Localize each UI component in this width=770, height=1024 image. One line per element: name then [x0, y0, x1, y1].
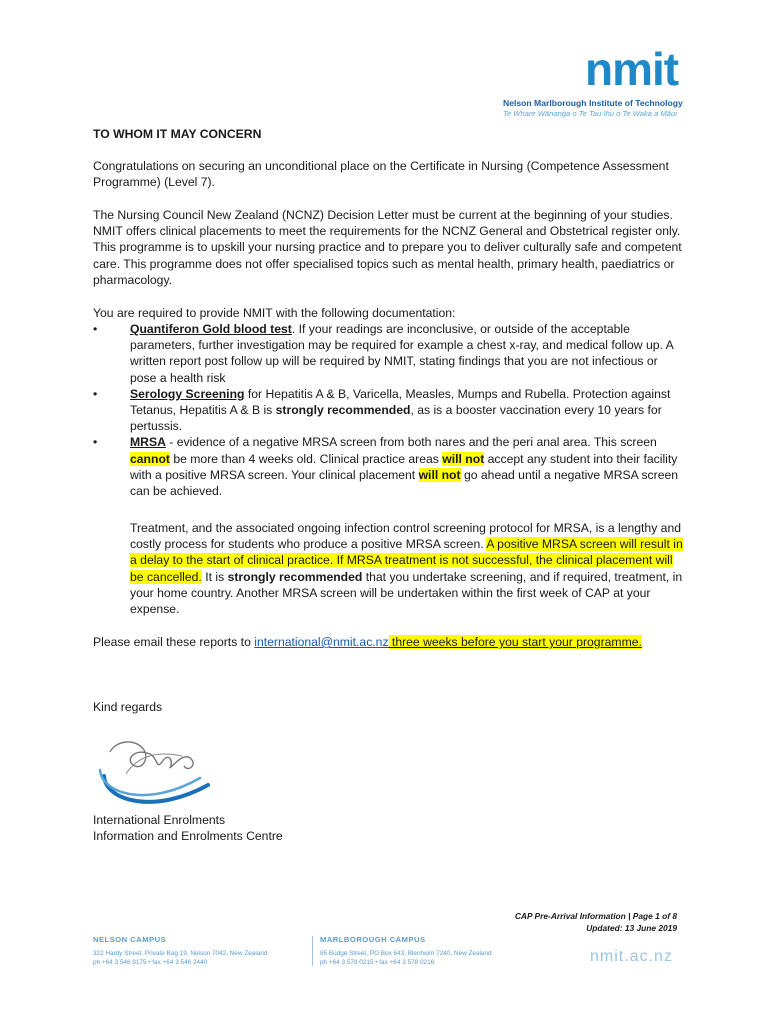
- item-text: . If your readings are inconclusive, or outside of the acceptable parameters, further investigation may be required for example a chest x-ray, and medical follow up. A written report post follow up will be required by NMIT, stating findings that you are not infectious or pose a health risk: [130, 322, 674, 385]
- highlight-cannot: cannot: [130, 451, 170, 466]
- closing: Kind regards: [93, 700, 163, 714]
- footer-url[interactable]: nmit.ac.nz: [590, 948, 673, 965]
- item-title-mrsa: MRSA: [130, 435, 166, 450]
- item-title-serology: Serology Screening: [130, 386, 245, 401]
- paragraph-ncnz: The Nursing Council New Zealand (NCNZ) Decision Letter must be current at the beginning of your studies. NMIT offers clinical placements to meet the requirements for the NCNZ General and Obstetrical register only. This programme is to upskill your nursing practice and to prepare you to deliver culturally safe and competent care. This programme does not offer specialised topics such as mental health, primary health, paediatrics or pharmacology.: [93, 208, 682, 287]
- bullet: •: [93, 386, 98, 401]
- highlight-three-weeks: three weeks before you start your programme.: [388, 635, 642, 649]
- nelson-campus: [93, 935, 267, 967]
- highlight-will-not: will not: [418, 467, 461, 482]
- list-item-mrsa: [93, 434, 685, 499]
- marlborough-campus-heading: MARLBOROUGH CAMPUS: [320, 935, 426, 944]
- item-title-quantiferon: Quantiferon Gold blood test: [130, 322, 292, 336]
- nelson-campus-phone: ph +64 3 546 9175 • fax +64 3 546 2440: [93, 959, 208, 966]
- item-text: , as is a booster vaccination every 10 years for pertussis.: [130, 403, 662, 434]
- institute-maori-name: Te Whare Wānanga o Te Tau Ihu o Te Waka a Māui: [503, 109, 677, 118]
- footer-divider: [312, 936, 313, 966]
- list-item-quantiferon: [93, 321, 685, 386]
- item-text: - evidence of a negative MRSA screen from both nares and the peri anal area. This screen: [165, 435, 657, 450]
- bullet: •: [93, 322, 98, 336]
- signature-icon: [96, 730, 221, 810]
- emphasis-strongly-recommended: strongly recommended: [275, 403, 411, 418]
- footer-page-info: [515, 911, 677, 934]
- nelson-campus-heading: NELSON CAMPUS: [93, 935, 167, 944]
- paragraph-documentation-intro: You are required to provide NMIT with the following documentation:: [93, 306, 456, 320]
- paragraph-treatment: [130, 520, 685, 617]
- updated-date: Updated: 13 June 2019: [586, 922, 677, 933]
- letter-heading: TO WHOM IT MAY CONCERN: [93, 127, 262, 141]
- list-item-serology: [93, 386, 685, 435]
- item-text: be more than 4 weeks old. Clinical practice areas: [169, 451, 443, 466]
- marlborough-campus: [320, 935, 492, 967]
- page-info: CAP Pre-Arrival Information | Page 1 of 8: [514, 911, 677, 921]
- item-text: accept any student into their facility with a positive MRSA screen. Your clinical placement: [130, 451, 678, 482]
- item-text: for Hepatitis A & B, Varicella, Measles, Mumps and Rubella. Protection against Tetanus, Hepatitis A & B is: [130, 386, 671, 418]
- signer-line-2: Information and Enrolments Centre: [93, 829, 283, 843]
- institute-name: Nelson Marlborough Institute of Technology: [503, 98, 683, 108]
- email-link[interactable]: international@nmit.ac.nz: [254, 635, 389, 649]
- paragraph-congratulations: Congratulations on securing an unconditional place on the Certificate in Nursing (Competence Assessment Programme) (Level 7).: [93, 159, 669, 190]
- nelson-campus-address: 322 Hardy Street, Private Bag 19, Nelson 7042, New Zealand: [93, 950, 268, 957]
- bullet: •: [93, 435, 98, 450]
- nmit-logo: nmit: [585, 43, 679, 95]
- treatment-text: that you undertake screening, and if required, treatment, in your home country. Another MRSA screen will be undertaken within the first week of CAP at your expense.: [130, 569, 683, 617]
- highlight-will-not: will not: [442, 451, 485, 466]
- paragraph-email: [93, 634, 685, 650]
- emphasis-strongly-recommended: strongly recommended: [227, 569, 363, 584]
- treatment-text: It is: [201, 569, 228, 584]
- email-prefix: Please email these reports to: [93, 635, 255, 649]
- marlborough-campus-address: 85 Budge Street, PO Box 643, Blenheim 7240, New Zealand: [320, 950, 492, 957]
- signer-line-1: International Enrolments: [93, 813, 226, 827]
- marlborough-campus-phone: ph +64 3 578 0215 • fax +64 3 578 0216: [320, 959, 435, 966]
- highlight-positive-mrsa-warning: A positive MRSA screen will result in a delay to the start of clinical practice. If MRSA treatment is not successful, the clinical placement will be cancelled.: [130, 537, 683, 584]
- treatment-text: Treatment, and the associated ongoing infection control screening protocol for MRSA, is a lengthy and costly process for students who produce a positive MRSA screen.: [130, 521, 682, 552]
- item-text: go ahead until a negative MRSA screen can be achieved.: [130, 467, 679, 499]
- documentation-list: [93, 321, 685, 499]
